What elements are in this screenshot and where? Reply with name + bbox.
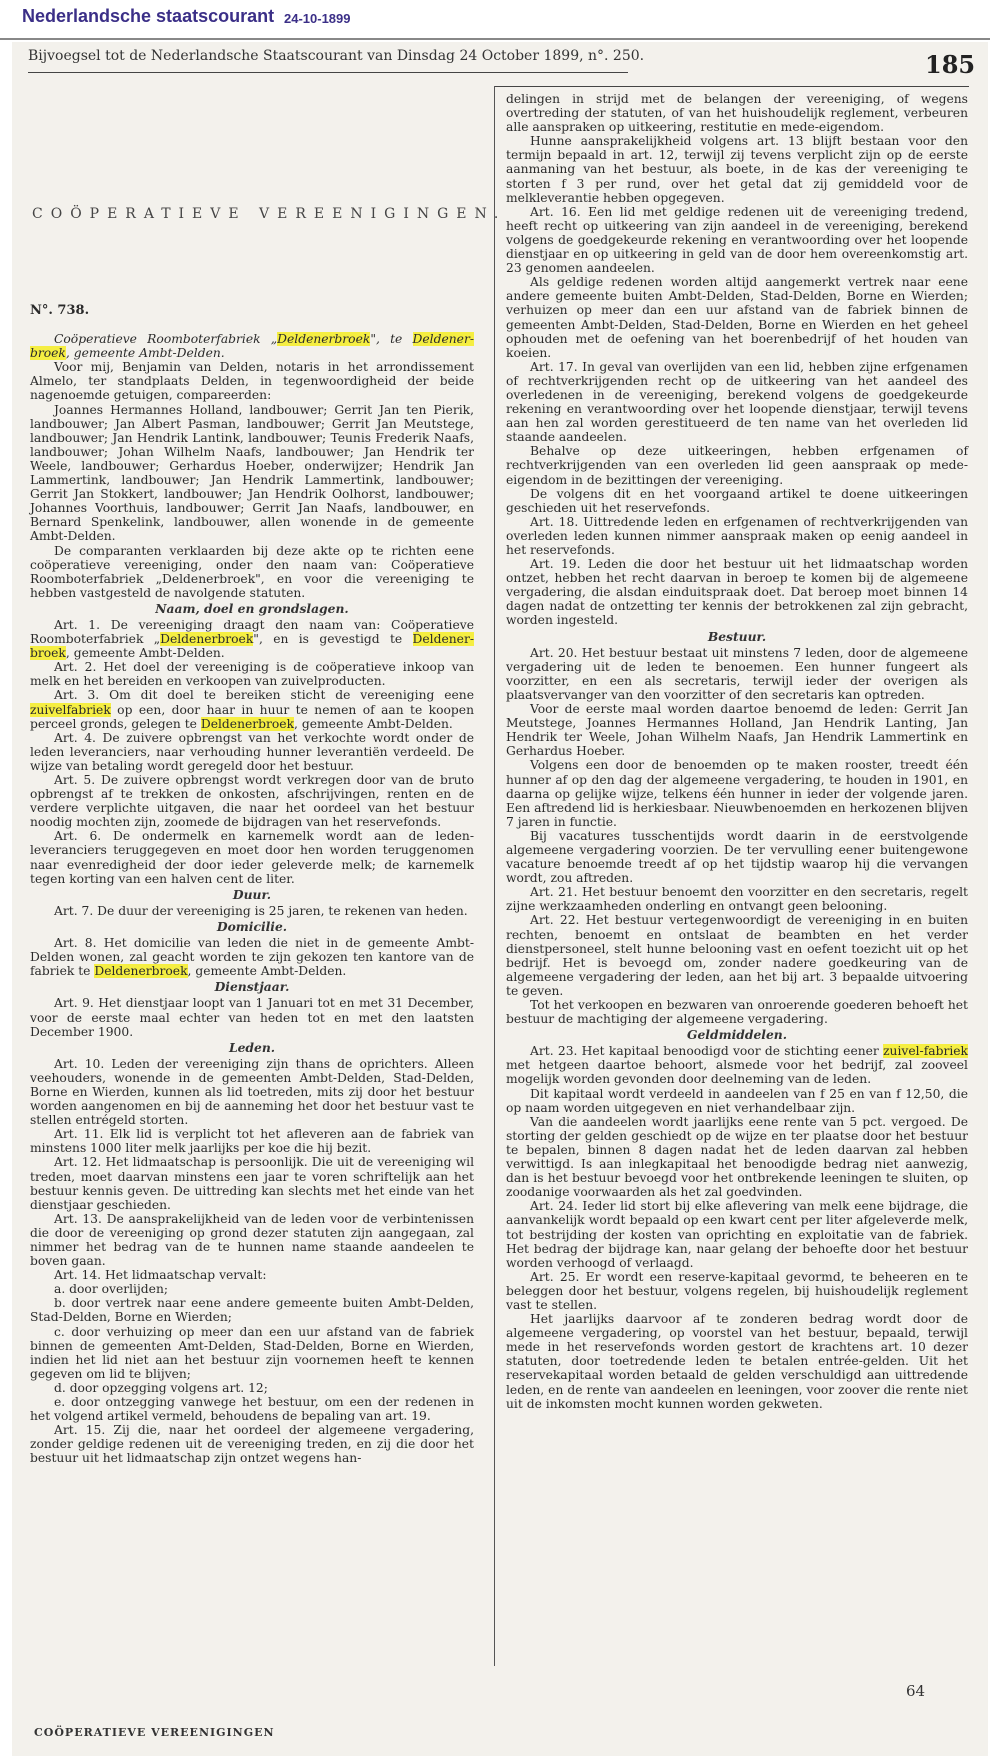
paragraph: Behalve op deze uitkeeringen, hebben erfgenamen of rechtverkrijgenden van een overleden lid geen aanspraak op mede-eigendom in de bezittingen der vereeniging.	[506, 444, 968, 487]
subheading: Geldmiddelen.	[686, 1027, 787, 1043]
highlight: zuivelfabriek	[30, 702, 111, 717]
subheading: Leden.	[228, 1039, 276, 1055]
paragraph: De volgens dit en het voorgaand artikel te doene uitkeeringen geschieden uit het reservefonds.	[506, 486, 968, 515]
header-rule	[28, 72, 628, 73]
highlight: Deldenerbroek	[94, 964, 188, 979]
article-15: Art. 15. Zij die, naar het oordeel der algemeene vergadering, zonder geldige redenen uit de vereeniging treden, en zij die door het bestuur uit het lidmaatschap zijn ontzet wegens han-	[30, 1423, 474, 1466]
article-22: Art. 22. Het bestuur vertegenwoordigt de vereeniging in en buiten rechten, benoemt en ontslaat de beambten en het verder dienstpersoneel, stelt hunne belooning vast en oefent toezicht uit op het bedrijf. Het is bevoegd om, zonder nadere goedkeuring van de algemeene vergadering der leden, aan het bij art. 3 bepaalde uitvoering te geven.	[506, 913, 968, 998]
paragraph: Hunne aansprakelijkheid volgens art. 13 blijft bestaan voor den termijn bepaald in art. 12, terwijl zij tevens verplicht zijn op de eerste aanmaning van het bestuur, als boete, in de kas der vereeniging te storten f 3 per rund, over het getal dat zij gemiddeld voor de melkleverantie hebben opgegeven.	[506, 134, 968, 205]
highlight: Deldenerbroek	[160, 632, 254, 647]
article-10: Art. 10. Leden der vereeniging zijn thans de oprichters. Alleen veehouders, wonende in de gemeenten Ambt-Delden, Stad-Delden, Borne en Wierden, kunnen als lid toetreden, mits zij door het bestuur worden aangenomen en bij de aanneming het door het bestuur vast te stellen entrégeld storten.	[30, 1056, 474, 1128]
article-7: Art. 7. De duur der vereeniging is 25 jaren, te rekenen van heden.	[54, 903, 468, 918]
subheading: Dienstjaar.	[214, 979, 290, 995]
header-rule-right	[494, 86, 969, 87]
highlight: zuivel-fabriek	[883, 1044, 968, 1059]
paragraph: Als geldige redenen worden altijd aangemerkt vertrek naar eene andere gemeente buiten Ambt-Delden, Stad-Delden, Borne en Wierden; verhuizen op meer dan een uur afstand van de fabriek binnen de gemeenten Ambt-Delden, Stad-Delden, Borne en Wierden en het geheel ophouden met de oefening van het boerenbedrijf of het houden van koeien.	[506, 275, 968, 360]
article-25: Art. 25. Er wordt een reserve-kapitaal gevormd, te beheeren en te beleggen door het bestuur, volgens regelen, bij huishoudelijk reglement vast te stellen.	[506, 1269, 968, 1312]
page-header: Bijvoegsel tot de Nederlandsche Staatscourant van Dinsdag 24 October 1899, n°. 250.	[28, 48, 645, 64]
highlight: Deldenerbroek	[200, 716, 295, 731]
notice-number: N°. 738.	[30, 303, 90, 318]
article-12: Art. 12. Het lidmaatschap is persoonlijk. Die uit de vereeniging wil treden, moet daarvan minstens een jaar te voren schriftelijk aan het bestuur kennis geven. De uittreding kan slechts met het einde van het dienstjaar geschieden.	[30, 1155, 474, 1212]
paragraph: Joannes Hermannes Holland, landbouwer; Gerrit Jan ten Pierik, landbouwer; Jan Albert Pasman, landbouwer; Gerrit Jan Meutstege, landbouwer; Jan Hendrik Lantink, landbouwer; Teunis Frederik Naafs, landbouwer; Johan Wilhelm Naafs, landbouwer; Jan Hendrik ter Weele, landbouwer; Gerhardus Hoeber, onderwijzer; Hendrik Jan Lammertink, landbouwer; Jan Hendrik Lammertink, landbouwer; Gerrit Jan Stokkert, landbouwer; Jan Hendrik Oolhorst, landbouwer; Johannes Voorthuis, landbouwer; Gerrit Jan Naafs, landbouwer, en Bernard Spenkelink, landbouwer, allen wonende in de gemeente Ambt-Delden.	[30, 402, 474, 544]
article-2: Art. 2. Het doel der vereeniging is de coöperatieve inkoop van melk en het bereiden en verkoopen van zuivelproducten.	[30, 660, 474, 689]
sheet-number: 64	[906, 1682, 926, 1700]
paragraph: Dit kapitaal wordt verdeeld in aandeelen van f 25 en van f 12,50, die op naam worden uitgegeven en niet verhandelbaar zijn.	[506, 1086, 968, 1115]
article-9: Art. 9. Het dienstjaar loopt van 1 Januari tot en met 31 December, voor de eerste maal echter van heden tot en met den laatsten December 1900.	[30, 996, 474, 1039]
list-item: b. door vertrek naar eene andere gemeente buiten Ambt-Delden, Stad-Delden, Borne en Wierden;	[30, 1296, 474, 1325]
article-16: Art. 16. Een lid met geldige redenen uit de vereeniging tredend, heeft recht op uitkeering van zijn aandeel in de vereeniging, berekend volgens de goedgekeurde rekening en verantwoording over het loopende dienstjaar en op uitkeering in geld van de door hem overeenkomstig art. 23 genomen aandeelen.	[506, 204, 968, 276]
article-20: Art. 20. Het bestuur bestaat uit minstens 7 leden, door de algemeene vergadering uit de leden te benoemen. Een hunner fungeert als voorzitter, en een als secretaris, terwijl ieder der overigen als plaatsvervanger van den voorzitter of den secretaris kan optreden.	[506, 645, 968, 702]
subheading: Duur.	[232, 886, 272, 902]
section-title: COÖPERATIEVE VEREENIGINGEN.	[32, 206, 507, 222]
article-4: Art. 4. De zuivere opbrengst van het verkochte wordt onder de leden leveranciers, naar verhouding hunner leverantiën verdeeld. De wijze van betaling wordt geregeld door het bestuur.	[30, 730, 474, 773]
paragraph: delingen in strijd met de belangen der vereeniging, of wegens overtreding der statuten, of van het huishoudelijk reglement, verbeuren alle aanspraken op uitkeering, restitutie en mede-eigendom.	[506, 92, 968, 135]
article-5: Art. 5. De zuivere opbrengst wordt verkregen door van de bruto opbrengst af te trekken de onkosten, afschrijvingen, renten en de verdere verplichte uitgaven, die naar het oordeel van het bestuur noodig mochten zijn, zoomede de bijdragen van het reservefonds.	[30, 773, 474, 830]
article-21: Art. 21. Het bestuur benoemt den voorzitter en den secretaris, regelt zijne werkzaamheden onderling en ontvangt geen belooning.	[506, 885, 968, 914]
paragraph: Volgens een door de benoemden op te maken rooster, treedt één hunner af op den dag der algemeene vergadering, te houden in 1901, en daarna op gelijke wijze, telkens één hunner in ieder der volgende jaren. Een aftredend lid is herkiesbaar. Nieuwbenoemden en herkozenen blijven 7 jaren in functie.	[506, 758, 968, 829]
highlight: Deldener-broek	[30, 332, 474, 361]
subheading: Naam, doel en grondslagen.	[155, 600, 349, 616]
article-11: Art. 11. Elk lid is verplicht tot het afleveren aan de fabriek van minstens 1000 liter melk jaarlijks per koe die hij bezit.	[30, 1127, 474, 1156]
article-8: Art. 8. Het domicilie van leden die niet in de gemeente Ambt-Delden wonen, zal geacht worden te zijn gekozen ten kantore van de fabriek te Deldenerbroek, gemeente Ambt-Delden.	[30, 936, 474, 979]
article-13: Art. 13. De aansprakelijkheid van de leden voor de verbintenissen die door de vereeniging op grond dezer statuten zijn aangegaan, zal nimmer het bedrag van de te hunnen name staande aandeelen te boven gaan.	[30, 1211, 474, 1269]
paragraph: Voor de eerste maal worden daartoe benoemd de leden: Gerrit Jan Meutstege, Joannes Hermannes Holland, Jan Hendrik Lanting, Jan Hendrik ter Weele, Johan Wilhelm Naafs, Jan Hendrik Lammertink en Gerhardus Hoeber.	[506, 702, 968, 759]
highlight: Deldener-broek	[30, 632, 474, 661]
article-24: Art. 24. Ieder lid stort bij elke aflevering van melk eene bijdrage, die aanvankelijk wordt bepaald op een kwart cent per liter afgeleverde melk, tot bestrijding der kosten van oprichting en exploitatie van de fabriek. Het bedrag der bijdrage kan, naar gelang der behoefte door het bestuur worden verhoogd of verlaagd.	[506, 1199, 968, 1270]
article-3: Art. 3. Om dit doel te bereiken sticht de vereeniging eene zuivelfabriek op een, door haar in huur te nemen of aan te koopen perceel gronds, gelegen te Deldenerbroek, gemeente Ambt-Delden.	[30, 688, 474, 731]
newspaper-title[interactable]: Nederlandsche staatscourant	[22, 6, 275, 26]
paragraph: Van die aandeelen wordt jaarlijks eene rente van 5 pct. vergoed. De storting der gelden geschiedt op de wijze en ter plaatse door het bestuur te bepalen, binnen 8 dagen nadat het de leden daarvan zal hebben verwittigd. Is aan inlegkapitaal het benoodigde bedrag niet aanwezig, dan is het bestuur bevoegd voor het ontbrekende leeningen te sluiten, op zoodanige voorwaarden als het zal goedvinden.	[506, 1114, 968, 1200]
list-item: e. door ontzegging vanwege het bestuur, om een der redenen in het volgend artikel vermeld, behoudens de bepaling van art. 19.	[30, 1395, 474, 1424]
article-23: Art. 23. Het kapitaal benoodigd voor de stichting eener zuivel-fabriek met hetgeen daartoe behoort, alsmede voor het bedrijf, zal zooveel mogelijk worden gevonden door deelneming van de leden.	[506, 1044, 968, 1087]
article-19: Art. 19. Leden die door het bestuur uit het lidmaatschap worden ontzet, hebben het recht daarvan in beroep te komen bij de algemeene vergadering, die alsdan einduitspraak doet. Dat beroep moet binnen 14 dagen nadat de ontzetting ter kennis der betrokkenen zal zijn gebracht, worden ingesteld.	[506, 557, 968, 628]
viewer-topbar	[0, 0, 990, 40]
paragraph: De comparanten verklaarden bij deze akte op te richten eene coöperatieve vereeniging, onder den naam van: Coöperatieve Roomboterfabriek „Deldenerbroek", en voor die vereeniging te hebben vastgesteld de navolgende statuten.	[30, 543, 474, 600]
page-number: 185	[925, 50, 976, 79]
paragraph: Bij vacatures tusschentijds wordt daarin in de eerstvolgende algemeene vergadering voorzien. De ter vervulling eener buitengewone vacature benoemde treedt af op het tijdstip waarop hij die vervangen wordt, zou aftreden.	[506, 828, 968, 886]
left-column	[30, 292, 474, 1466]
article-1: Art. 1. De vereeniging draagt den naam van: Coöperatieve Roomboterfabriek „Deldenerbroek", en is gevestigd te Deldener-broek, gemeente Ambt-Delden.	[30, 617, 474, 661]
list-item: c. door verhuizing op meer dan een uur afstand van de fabriek binnen de gemeenten Amt-Delden, Stad-Delden, Borne en Wierden, indien het lid niet aan het bestuur zijn voornemen heeft te kennen gegeven om lid te blijven;	[30, 1324, 474, 1381]
notice-title: Coöperatieve Roomboterfabriek „Deldenerbroek", te Deldener-broek, gemeente Ambt-Delden.	[30, 332, 474, 361]
subheading: Domicilie.	[216, 918, 288, 934]
subheading: Bestuur.	[707, 628, 767, 644]
highlight: Deldenerbroek	[277, 332, 371, 347]
paragraph: Het jaarlijks daarvoor af te zonderen bedrag wordt door de algemeene vergadering, op voorstel van het bestuur, bepaald, terwijl mede in het reservefonds worden gestort de krachtens art. 10 dezer statuten, door toetredende leden te betalen entrée-gelden. Uit het reservekapitaal worden betaald de gelden verschuldigd aan uittredende leden, en de rente van aandeelen en leeningen, voor zoover die rente niet uit de inkomsten mocht kunnen worden gekweten.	[506, 1312, 968, 1411]
footer-running-title: COÖPERATIEVE VEREENIGINGEN	[34, 1726, 275, 1739]
column-divider	[494, 86, 495, 1666]
paragraph: Tot het verkoopen en bezwaren van onroerende goederen behoeft het bestuur de machtiging der algemeene vergadering.	[506, 998, 968, 1027]
article-17: Art. 17. In geval van overlijden van een lid, hebben zijne erfgenamen of rechtverkrijgenden recht op de uitkeering van het aandeel des overledenen in de vereeniging, berekend volgens de goedgekeurde rekening en verantwoording over het loopende dienstjaar, terwijl tevens aan hen zal worden gerestitueerd de ten name van het overleden lid staande aandeelen.	[506, 359, 968, 445]
article-14: Art. 14. Het lidmaatschap vervalt:	[54, 1268, 267, 1283]
right-column	[506, 92, 968, 1411]
article-6: Art. 6. De ondermelk en karnemelk wordt aan de leden-leveranciers teruggegeven en moet door hen worden teruggenomen naar evenredigheid der door ieder geleverde melk; de karnemelk tegen korting van een halven cent de liter.	[30, 829, 474, 886]
article-18: Art. 18. Uittredende leden en erfgenamen of rechtverkrijgenden van overleden leden kunnen nimmer aanspraak maken op eenig aandeel in het reservefonds.	[506, 514, 968, 557]
list-item: d. door opzegging volgens art. 12;	[54, 1380, 268, 1395]
paragraph: Voor mij, Benjamin van Delden, notaris in het arrondissement Almelo, ter standplaats Delden, in tegenwoordigheid der beide nagenoemde getuigen, compareerden:	[30, 360, 474, 403]
list-item: a. door overlijden;	[54, 1282, 169, 1297]
issue-date: 24-10-1899	[284, 11, 351, 26]
